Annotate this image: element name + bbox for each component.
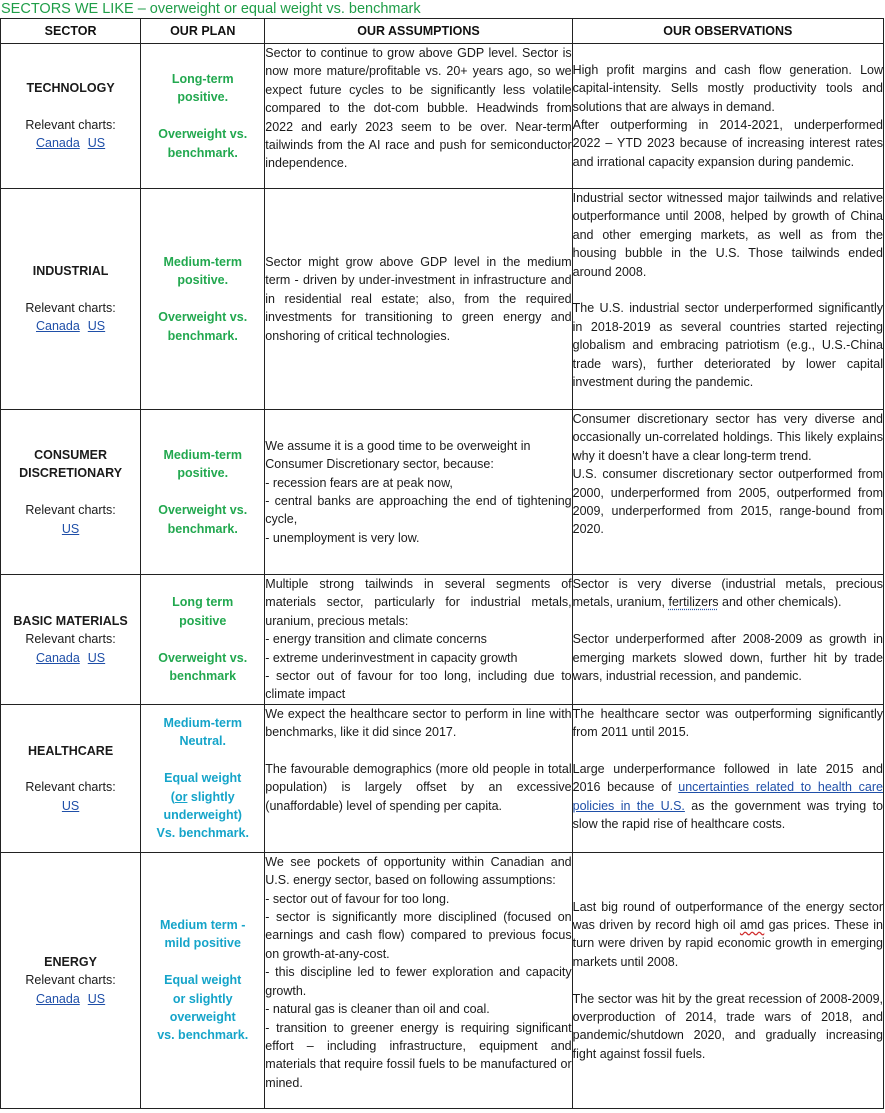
observations-cell	[572, 704, 883, 852]
assumption-bullet: - natural gas is cleaner than oil and coal.	[265, 1002, 490, 1017]
plan-cell	[141, 410, 265, 575]
plan-outlook: positive.	[177, 466, 229, 481]
assumptions-cell	[265, 575, 572, 705]
plan-outlook: positive	[179, 613, 227, 628]
plan-benchmark: benchmark.	[167, 145, 238, 160]
charts-label: Relevant charts:	[25, 300, 116, 315]
assumptions-text: The favourable demographics (more old people in total population) is largely offset by an excessive (unaffordable) level of spending per capita.	[265, 762, 572, 813]
table-row	[1, 410, 884, 575]
plan-benchmark: benchmark.	[167, 521, 238, 536]
observations-cell	[572, 575, 883, 705]
assumption-bullet: - sector out of favour for too long, including due to climate impact	[265, 669, 572, 702]
assumption-bullet: - unemployment is very low.	[265, 530, 420, 545]
assumptions-cell	[265, 704, 572, 852]
assumption-bullet: - this discipline led to fewer exploration and capacity growth.	[265, 965, 572, 998]
misspelled-word: amd	[739, 917, 765, 932]
observations-cell	[572, 852, 883, 1108]
plan-horizon: Medium term -	[160, 917, 246, 932]
sector-cell	[1, 44, 141, 189]
observations-text: Large underperformance followed in late 2015 and 2016 because of uncertainties related to health care policies in the U.S. as the government was trying to slow the rapid rise of healthcare costs.	[572, 762, 883, 832]
canada-chart-link[interactable]: Canada	[35, 136, 80, 151]
plan-horizon: Long-term	[171, 71, 234, 86]
plan-cell	[141, 189, 265, 410]
sector-name: INDUSTRIAL	[32, 264, 109, 279]
plan-cell	[141, 44, 265, 189]
plan-outlook: positive.	[177, 90, 229, 105]
assumptions-cell	[265, 44, 572, 189]
observations-text: The healthcare sector was outperforming significantly from 2011 until 2015.	[572, 706, 883, 740]
health-policy-link[interactable]: uncertainties related to health care policies in the U.S.	[572, 780, 883, 813]
assumption-bullet: - transition to greener energy is requiring significant effort – including infrastructure, equipment and materials that require fossil fuels to be manufactured or mined.	[265, 1020, 572, 1090]
assumptions-cell	[265, 189, 572, 410]
assumption-bullet: - sector out of favour for too long.	[265, 891, 450, 906]
table-row	[1, 575, 884, 705]
plan-benchmark: vs. benchmark.	[157, 1028, 249, 1043]
plan-horizon: Medium-term	[163, 254, 242, 269]
sector-cell	[1, 410, 141, 575]
us-chart-link[interactable]: US	[61, 798, 80, 813]
sector-cell	[1, 189, 141, 410]
table-row	[1, 44, 884, 189]
assumption-bullet: - extreme underinvestment in capacity growth	[265, 650, 518, 665]
observations-cell	[572, 44, 883, 189]
assumptions-text: Sector to continue to grow above GDP level. Sector is now more mature/profitable vs. 20+ years ago, so we expect future cycles to be significantly less volatile compared to the dot-com bubble. Headwinds from 2022 and early 2023 seem to be over. Near-term tailwinds from the AI race and push for semiconductor independence.	[265, 46, 572, 171]
plan-weight: Overweight vs.	[158, 127, 248, 142]
assumptions-text: Sector might grow above GDP level in the medium term - driven by under-investment in infrastructure and in residential real estate; also, from the required investments for transitioning to green energy and onshoring of critical technologies.	[265, 254, 572, 343]
observations-text: Sector underperformed after 2008-2009 as growth in emerging markets slowed down, further hit by trade wars, industrial recession, and pandemic.	[572, 632, 883, 684]
plan-cell	[141, 704, 265, 852]
observations-text: The sector was hit by the great recession of 2008-2009, overproduction of 2014, trade wars of 2018, and pandemic/shutdown 2020, and gradually increasing fight against fossil fuels.	[572, 991, 883, 1061]
charts-label: Relevant charts:	[25, 503, 116, 518]
sectors-table	[0, 18, 884, 1109]
plan-benchmark: benchmark.	[167, 328, 238, 343]
plan-outlook: Neutral.	[179, 734, 226, 749]
plan-benchmark: benchmark	[169, 669, 237, 684]
observations-cell	[572, 410, 883, 575]
assumptions-text: We see pockets of opportunity within Canadian and U.S. energy sector, based on following assumptions:	[265, 854, 572, 888]
us-chart-link[interactable]: US	[87, 991, 106, 1006]
observations-text: Industrial sector witnessed major tailwinds and relative outperformance until 2008, helped by growth of China and other emerging markets, as well as from the housing bubble in the U.S. Those tailwinds ended around 2008.	[572, 191, 883, 279]
us-chart-link[interactable]: US	[61, 521, 80, 536]
plan-weight-qualifier: or slightly	[172, 991, 233, 1006]
plan-cell	[141, 852, 265, 1108]
plan-weight: Overweight vs.	[158, 650, 248, 665]
assumptions-text: We assume it is a good time to be overweight in Consumer Discretionary sector, because:	[265, 438, 531, 472]
header-observations: OUR OBSERVATIONS	[572, 19, 883, 44]
plan-outlook: mild positive	[164, 936, 241, 951]
observations-text: Sector is very diverse (industrial metals, precious metals, uranium, fertilizers and other chemicals).	[572, 577, 883, 610]
plan-weight-qualifier: overweight	[169, 1009, 236, 1024]
plan-outlook: positive.	[177, 273, 229, 288]
observations-text: The U.S. industrial sector underperformed significantly in 2018-2019 as several countries started rejecting globalism and embracing patriotism (e.g., U.S.-China trade wars), further deteriorated by lower capital investment during the pandemic.	[572, 301, 883, 390]
sector-name: BASIC MATERIALS	[13, 613, 128, 628]
canada-chart-link[interactable]: Canada	[35, 650, 80, 665]
sector-name: CONSUMER	[34, 447, 108, 462]
plan-weight: Overweight vs.	[158, 310, 248, 325]
observations-text: Last big round of outperformance of the energy sector was driven by record high oil amd gas prices. These in turn were driven by rapid economic growth in emerging markets until 2008.	[572, 899, 883, 969]
sector-cell	[1, 704, 141, 852]
assumption-bullet: - central banks are approaching the end of tightening cycle,	[265, 494, 572, 527]
plan-horizon: Long term	[172, 595, 234, 610]
observations-text: U.S. consumer discretionary sector outperformed from 2000, underperformed from 2005, outperformed from 2009, underperformed from 2015, range-bound from 2020.	[572, 467, 883, 537]
sector-name: TECHNOLOGY	[26, 81, 115, 96]
observations-cell	[572, 189, 883, 410]
charts-label: Relevant charts:	[25, 632, 116, 647]
sector-name: ENERGY	[44, 954, 97, 969]
observations-text: High profit margins and cash flow generation. Low capital-intensity. Sells mostly productivity tools and solutions that are always in demand.	[572, 62, 883, 114]
sector-cell	[1, 852, 141, 1108]
us-chart-link[interactable]: US	[87, 650, 106, 665]
charts-label: Relevant charts:	[25, 973, 116, 988]
table-row	[1, 189, 884, 410]
header-row	[1, 19, 884, 44]
plan-weight: Overweight vs.	[158, 503, 248, 518]
canada-chart-link[interactable]: Canada	[35, 319, 80, 334]
assumptions-cell	[265, 852, 572, 1108]
plan-horizon: Medium-term	[163, 447, 242, 462]
plan-weight: Equal weight	[164, 973, 242, 988]
canada-chart-link[interactable]: Canada	[35, 991, 80, 1006]
plan-cell	[141, 575, 265, 705]
assumptions-text: Multiple strong tailwinds in several segments of materials sector, particularly for industrial metals, uranium, precious metals:	[265, 577, 572, 628]
table-row	[1, 852, 884, 1108]
plan-horizon: Medium-term	[163, 715, 242, 730]
plan-weight: Equal weight	[164, 771, 242, 786]
observations-text: Consumer discretionary sector has very diverse and occasionally un-correlated holdings. This likely explains why it doesn’t have a clear long-term trend.	[572, 412, 883, 463]
charts-label: Relevant charts:	[25, 780, 116, 795]
fertilizers-word: fertilizers	[668, 595, 719, 610]
page-title: SECTORS WE LIKE – overweight or equal weight vs. benchmark	[1, 1, 421, 17]
assumptions-cell	[265, 410, 572, 575]
plan-weight-qualifier: (or slightly	[170, 789, 235, 804]
header-sector: SECTOR	[1, 19, 141, 44]
assumption-bullet: - recession fears are at peak now,	[265, 475, 453, 490]
table-row	[1, 704, 884, 852]
assumption-bullet: - energy transition and climate concerns	[265, 632, 487, 647]
header-plan: OUR PLAN	[141, 19, 265, 44]
charts-label: Relevant charts:	[25, 117, 116, 132]
sector-name: HEALTHCARE	[27, 743, 114, 758]
header-assumptions: OUR ASSUMPTIONS	[265, 19, 572, 44]
us-chart-link[interactable]: US	[87, 136, 106, 151]
observations-text: After outperforming in 2014-2021, underperformed 2022 – YTD 2023 because of increasing interest rates and irrational capacity expansion during pandemic.	[572, 118, 883, 169]
plan-benchmark: Vs. benchmark.	[156, 826, 249, 841]
assumption-bullet: - sector is significantly more disciplined (focused on earnings and cash flow) compared to previous focus on growth-at-any-cost.	[265, 910, 572, 961]
assumptions-text: We expect the healthcare sector to perform in line with benchmarks, like it did since 2017.	[265, 706, 572, 740]
sector-cell	[1, 575, 141, 705]
us-chart-link[interactable]: US	[87, 319, 106, 334]
plan-weight-qualifier: underweight)	[163, 807, 242, 822]
sector-name: DISCRETIONARY	[19, 466, 123, 481]
